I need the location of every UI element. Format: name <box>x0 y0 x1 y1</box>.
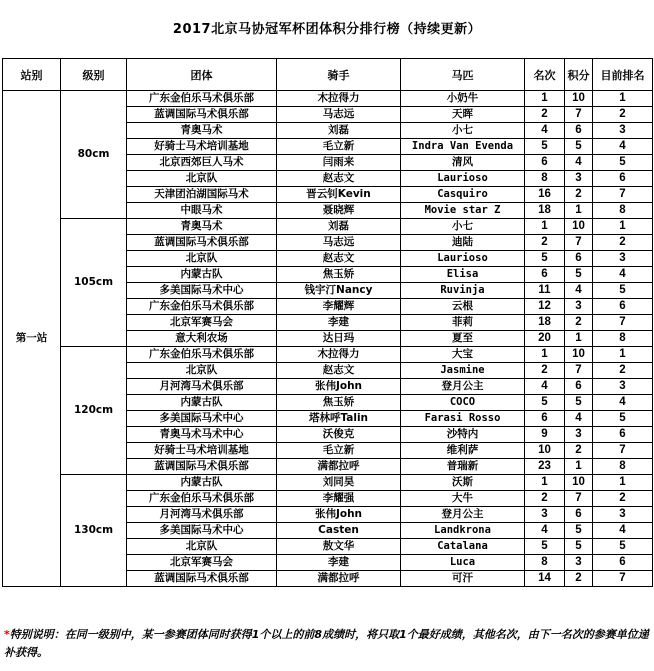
level-cell: 130cm <box>61 475 127 587</box>
place-cell: 4 <box>525 379 565 395</box>
team-cell: 北京军赛马会 <box>127 555 277 571</box>
horse-cell: 清风 <box>401 155 525 171</box>
column-header: 骑手 <box>277 59 401 91</box>
points-cell: 6 <box>565 379 593 395</box>
place-cell: 2 <box>525 363 565 379</box>
rider-cell: 钱宇汀Nancy <box>277 283 401 299</box>
place-cell: 2 <box>525 107 565 123</box>
rider-cell: 李建 <box>277 315 401 331</box>
points-cell: 5 <box>565 139 593 155</box>
horse-cell: Laurioso <box>401 171 525 187</box>
team-cell: 青奥马术 <box>127 123 277 139</box>
team-cell: 多美国际马术中心 <box>127 411 277 427</box>
horse-cell: 维利萨 <box>401 443 525 459</box>
place-cell: 9 <box>525 427 565 443</box>
team-cell: 多美国际马术中心 <box>127 283 277 299</box>
rider-cell: 焦玉娇 <box>277 395 401 411</box>
rider-cell: 李耀辉 <box>277 299 401 315</box>
points-cell: 5 <box>565 523 593 539</box>
points-cell: 7 <box>565 491 593 507</box>
points-cell: 7 <box>565 363 593 379</box>
rank-cell: 7 <box>593 187 653 203</box>
page-title: 2017北京马协冠军杯团体积分排行榜（持续更新） <box>172 22 482 37</box>
rank-cell: 6 <box>593 299 653 315</box>
place-cell: 6 <box>525 411 565 427</box>
points-cell: 6 <box>565 251 593 267</box>
rider-cell: 木拉得力 <box>277 91 401 107</box>
rank-cell: 1 <box>593 219 653 235</box>
horse-cell: Ruvinja <box>401 283 525 299</box>
horse-cell: 小七 <box>401 123 525 139</box>
points-cell: 1 <box>565 331 593 347</box>
horse-cell: 普瑞新 <box>401 459 525 475</box>
place-cell: 6 <box>525 267 565 283</box>
team-cell: 青奥马术 <box>127 219 277 235</box>
horse-cell: 菲莉 <box>401 315 525 331</box>
points-cell: 6 <box>565 123 593 139</box>
rider-cell: 塔林呼Talin <box>277 411 401 427</box>
rank-cell: 1 <box>593 347 653 363</box>
place-cell: 1 <box>525 347 565 363</box>
team-cell: 广东金伯乐马术俱乐部 <box>127 91 277 107</box>
level-cell: 105cm <box>61 219 127 347</box>
horse-cell: COCO <box>401 395 525 411</box>
rank-cell: 3 <box>593 507 653 523</box>
points-cell: 2 <box>565 443 593 459</box>
points-cell: 2 <box>565 315 593 331</box>
place-cell: 5 <box>525 395 565 411</box>
points-cell: 10 <box>565 475 593 491</box>
points-cell: 3 <box>565 299 593 315</box>
horse-cell: Elisa <box>401 267 525 283</box>
column-header: 目前排名 <box>593 59 653 91</box>
horse-cell: Laurioso <box>401 251 525 267</box>
place-cell: 8 <box>525 555 565 571</box>
horse-cell: Casquiro <box>401 187 525 203</box>
points-cell: 10 <box>565 347 593 363</box>
horse-cell: Indra Van Evenda <box>401 139 525 155</box>
header-row <box>3 59 653 91</box>
rider-cell: 焦玉娇 <box>277 267 401 283</box>
place-cell: 1 <box>525 219 565 235</box>
team-cell: 北京军赛马会 <box>127 315 277 331</box>
place-cell: 2 <box>525 235 565 251</box>
table-row <box>3 91 653 107</box>
points-cell: 6 <box>565 507 593 523</box>
rank-cell: 7 <box>593 315 653 331</box>
team-cell: 北京队 <box>127 539 277 555</box>
column-header: 马匹 <box>401 59 525 91</box>
level-cell: 80cm <box>61 91 127 219</box>
rider-cell: 敖文华 <box>277 539 401 555</box>
team-cell: 内蒙古队 <box>127 475 277 491</box>
rider-cell: 达日玛 <box>277 331 401 347</box>
table-row <box>3 219 653 235</box>
place-cell: 16 <box>525 187 565 203</box>
team-cell: 广东金伯乐马术俱乐部 <box>127 491 277 507</box>
rider-cell: 木拉得力 <box>277 347 401 363</box>
rank-cell: 5 <box>593 539 653 555</box>
rider-cell: 刘磊 <box>277 219 401 235</box>
team-cell: 月河湾马术俱乐部 <box>127 379 277 395</box>
rank-cell: 1 <box>593 91 653 107</box>
rank-cell: 3 <box>593 251 653 267</box>
team-cell: 蓝调国际马术俱乐部 <box>127 235 277 251</box>
rider-cell: 晋云钊Kevin <box>277 187 401 203</box>
horse-cell: 沃斯 <box>401 475 525 491</box>
level-cell: 120cm <box>61 347 127 475</box>
rank-cell: 4 <box>593 139 653 155</box>
place-cell: 23 <box>525 459 565 475</box>
place-cell: 8 <box>525 171 565 187</box>
table-body <box>3 91 653 587</box>
points-cell: 4 <box>565 283 593 299</box>
horse-cell: 沙特内 <box>401 427 525 443</box>
team-cell: 好骑士马术培训基地 <box>127 139 277 155</box>
rider-cell: 赵志文 <box>277 363 401 379</box>
rider-cell: 赵志文 <box>277 251 401 267</box>
rider-cell: 刘同昊 <box>277 475 401 491</box>
horse-cell: Farasi Rosso <box>401 411 525 427</box>
rider-cell: Casten <box>277 523 401 539</box>
team-cell: 多美国际马术中心 <box>127 523 277 539</box>
rank-cell: 2 <box>593 491 653 507</box>
station-cell: 第一站 <box>3 91 61 587</box>
rider-cell: 马志远 <box>277 107 401 123</box>
horse-cell: 登月公主 <box>401 507 525 523</box>
points-cell: 3 <box>565 171 593 187</box>
points-cell: 3 <box>565 555 593 571</box>
rank-cell: 5 <box>593 283 653 299</box>
team-cell: 中眼马术 <box>127 203 277 219</box>
team-cell: 好骑士马术培训基地 <box>127 443 277 459</box>
team-cell: 蓝调国际马术俱乐部 <box>127 571 277 587</box>
table-row <box>3 347 653 363</box>
team-cell: 意大利农场 <box>127 331 277 347</box>
rider-cell: 毛立新 <box>277 139 401 155</box>
horse-cell: 大宝 <box>401 347 525 363</box>
place-cell: 5 <box>525 251 565 267</box>
team-cell: 广东金伯乐马术俱乐部 <box>127 299 277 315</box>
points-cell: 5 <box>565 539 593 555</box>
points-cell: 5 <box>565 395 593 411</box>
rank-cell: 5 <box>593 155 653 171</box>
points-cell: 4 <box>565 155 593 171</box>
rank-cell: 7 <box>593 571 653 587</box>
column-header: 站别 <box>3 59 61 91</box>
rider-cell: 闫雨来 <box>277 155 401 171</box>
rider-cell: 满都拉呼 <box>277 571 401 587</box>
horse-cell: Jasmine <box>401 363 525 379</box>
points-cell: 5 <box>565 267 593 283</box>
column-header: 级别 <box>61 59 127 91</box>
horse-cell: Movie star Z <box>401 203 525 219</box>
points-cell: 4 <box>565 411 593 427</box>
rank-cell: 6 <box>593 427 653 443</box>
rank-cell: 6 <box>593 555 653 571</box>
rank-cell: 8 <box>593 331 653 347</box>
horse-cell: 云根 <box>401 299 525 315</box>
points-cell: 2 <box>565 571 593 587</box>
rider-cell: 马志远 <box>277 235 401 251</box>
horse-cell: 小奶牛 <box>401 91 525 107</box>
rider-cell: 毛立新 <box>277 443 401 459</box>
rank-cell: 7 <box>593 443 653 459</box>
rider-cell: 刘磊 <box>277 123 401 139</box>
rank-cell: 3 <box>593 379 653 395</box>
rank-cell: 8 <box>593 203 653 219</box>
column-header: 团体 <box>127 59 277 91</box>
team-cell: 月河湾马术俱乐部 <box>127 507 277 523</box>
ranking-table <box>2 58 653 587</box>
points-cell: 1 <box>565 459 593 475</box>
place-cell: 1 <box>525 475 565 491</box>
team-cell: 蓝调国际马术俱乐部 <box>127 459 277 475</box>
place-cell: 10 <box>525 443 565 459</box>
rank-cell: 4 <box>593 267 653 283</box>
place-cell: 3 <box>525 507 565 523</box>
rank-cell: 3 <box>593 123 653 139</box>
place-cell: 5 <box>525 539 565 555</box>
place-cell: 4 <box>525 123 565 139</box>
rank-cell: 8 <box>593 459 653 475</box>
place-cell: 12 <box>525 299 565 315</box>
place-cell: 4 <box>525 523 565 539</box>
horse-cell: 夏至 <box>401 331 525 347</box>
points-cell: 1 <box>565 203 593 219</box>
rider-cell: 沃俊克 <box>277 427 401 443</box>
rank-cell: 6 <box>593 171 653 187</box>
place-cell: 5 <box>525 139 565 155</box>
team-cell: 广东金伯乐马术俱乐部 <box>127 347 277 363</box>
column-header: 名次 <box>525 59 565 91</box>
note-star: * <box>4 628 10 641</box>
rider-cell: 李建 <box>277 555 401 571</box>
rank-cell: 2 <box>593 107 653 123</box>
team-cell: 内蒙古队 <box>127 395 277 411</box>
horse-cell: Catalana <box>401 539 525 555</box>
team-cell: 北京队 <box>127 363 277 379</box>
place-cell: 2 <box>525 491 565 507</box>
points-cell: 10 <box>565 91 593 107</box>
rider-cell: 张伟John <box>277 507 401 523</box>
rider-cell: 聂晓辉 <box>277 203 401 219</box>
table-row <box>3 475 653 491</box>
place-cell: 11 <box>525 283 565 299</box>
place-cell: 14 <box>525 571 565 587</box>
horse-cell: 天晖 <box>401 107 525 123</box>
rider-cell: 张伟John <box>277 379 401 395</box>
rank-cell: 4 <box>593 395 653 411</box>
team-cell: 北京队 <box>127 171 277 187</box>
place-cell: 1 <box>525 91 565 107</box>
rider-cell: 赵志文 <box>277 171 401 187</box>
points-cell: 7 <box>565 107 593 123</box>
rank-cell: 2 <box>593 363 653 379</box>
horse-cell: Landkrona <box>401 523 525 539</box>
team-cell: 蓝调国际马术俱乐部 <box>127 107 277 123</box>
rank-cell: 4 <box>593 523 653 539</box>
place-cell: 18 <box>525 315 565 331</box>
column-header: 积分 <box>565 59 593 91</box>
team-cell: 天津团泊湖国际马术 <box>127 187 277 203</box>
place-cell: 6 <box>525 155 565 171</box>
horse-cell: 可汗 <box>401 571 525 587</box>
rank-cell: 1 <box>593 475 653 491</box>
rider-cell: 李耀强 <box>277 491 401 507</box>
points-cell: 7 <box>565 235 593 251</box>
place-cell: 20 <box>525 331 565 347</box>
place-cell: 18 <box>525 203 565 219</box>
special-note <box>4 626 652 662</box>
horse-cell: 迪陆 <box>401 235 525 251</box>
note-text: 特别说明：在同一级别中，某一参赛团体同时获得1个以上的前8成绩时，将只取1个最好成绩，其他名次，由下一名次的参赛单位递补获得。 <box>4 628 649 659</box>
team-cell: 青奥马术马术中心 <box>127 427 277 443</box>
team-cell: 北京队 <box>127 251 277 267</box>
rider-cell: 满都拉呼 <box>277 459 401 475</box>
horse-cell: Luca <box>401 555 525 571</box>
rank-cell: 5 <box>593 411 653 427</box>
horse-cell: 小七 <box>401 219 525 235</box>
points-cell: 3 <box>565 427 593 443</box>
horse-cell: 大牛 <box>401 491 525 507</box>
points-cell: 2 <box>565 187 593 203</box>
team-cell: 北京西郊巨人马术 <box>127 155 277 171</box>
horse-cell: 登月公主 <box>401 379 525 395</box>
points-cell: 10 <box>565 219 593 235</box>
rank-cell: 2 <box>593 235 653 251</box>
team-cell: 内蒙古队 <box>127 267 277 283</box>
